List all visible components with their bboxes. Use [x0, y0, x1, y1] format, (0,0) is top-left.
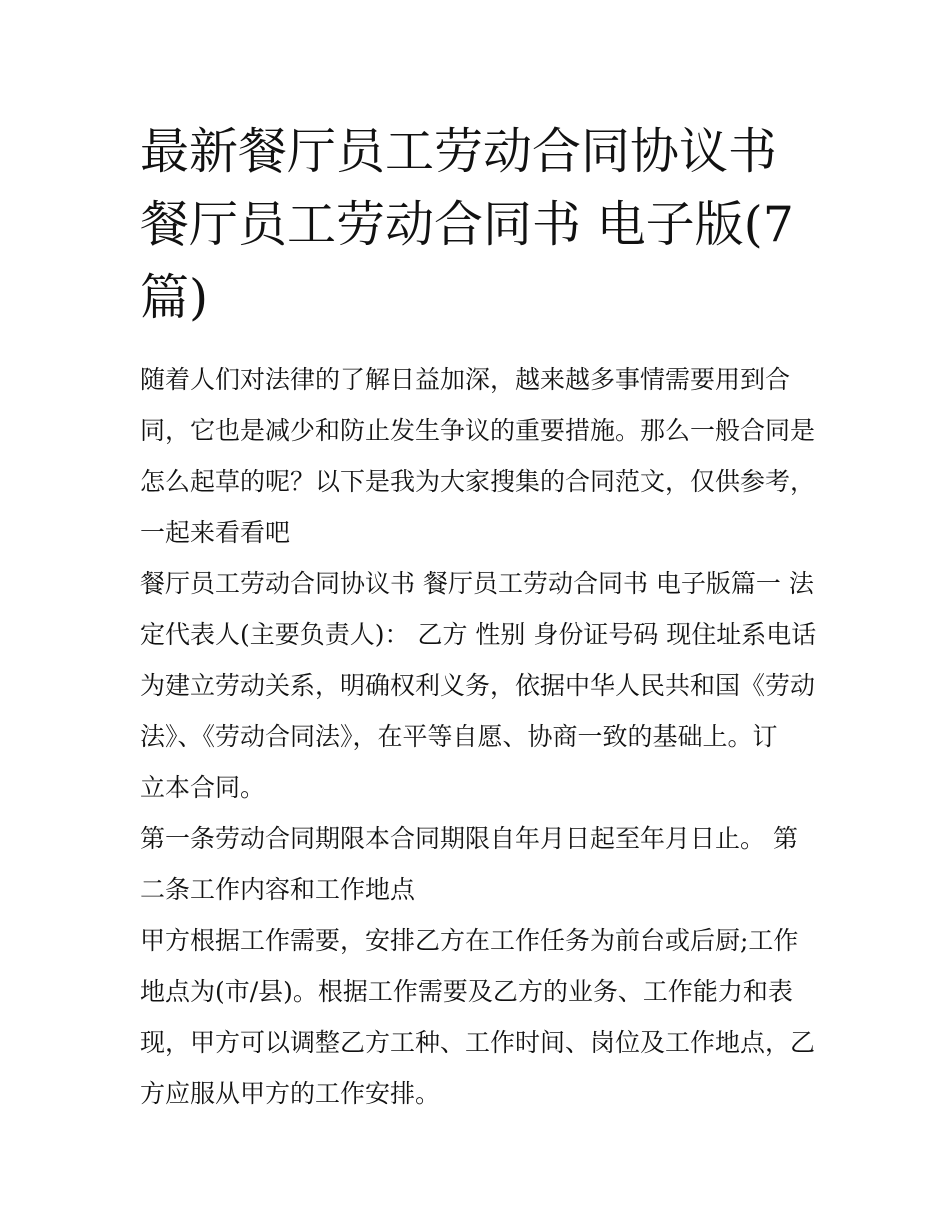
text-line: 二条工作内容和工作地点 — [140, 875, 416, 904]
work-arrangement-paragraph — [140, 915, 820, 1119]
contract-parties-paragraph — [140, 558, 820, 813]
document-body — [140, 354, 820, 1119]
intro-paragraph — [140, 354, 820, 558]
title-line: 最新餐厅员工劳动合同协议书 — [140, 123, 778, 180]
text-line: 怎么起草的呢？以下是我为大家搜集的合同范文，仅供参考， — [140, 467, 816, 496]
text-line: 地点为(市/县)。根据工作需要及乙方的业务、工作能力和表 — [140, 977, 793, 1006]
text-line: 随着人们对法律的了解日益加深，越来越多事情需要用到合 — [140, 365, 791, 394]
text-line: 同，它也是减少和防止发生争议的重要措施。那么一般合同是 — [140, 416, 816, 445]
text-line: 法》、《劳动合同法》，在平等自愿、协商一致的基础上。订 — [140, 722, 778, 751]
text-line: 现，甲方可以调整乙方工种、工作时间、岗位及工作地点，乙 — [140, 1028, 816, 1057]
text-line: 方应服从甲方的工作安排。 — [140, 1079, 441, 1108]
text-line: 餐厅员工劳动合同协议书 餐厅员工劳动合同书 电子版篇一 法 — [140, 569, 814, 598]
text-line: 第一条劳动合同期限本合同期限自年月日起至年月日止。 第 — [140, 824, 798, 853]
text-line: 定代表人(主要负责人)： 乙方 性别 身份证号码 现住址系电话 — [140, 620, 817, 649]
document-title — [140, 115, 820, 334]
title-line: 餐厅员工劳动合同书 电子版(7 — [140, 196, 794, 253]
text-line: 一起来看看吧 — [140, 518, 291, 547]
text-line: 为建立劳动关系，明确权利义务，依据中华人民共和国《劳动 — [140, 671, 816, 700]
title-line: 篇) — [140, 269, 209, 326]
text-line: 甲方根据工作需要，安排乙方在工作任务为前台或后厨;工作 — [140, 926, 799, 955]
article-one-paragraph — [140, 813, 820, 915]
text-line: 立本合同。 — [140, 773, 266, 802]
